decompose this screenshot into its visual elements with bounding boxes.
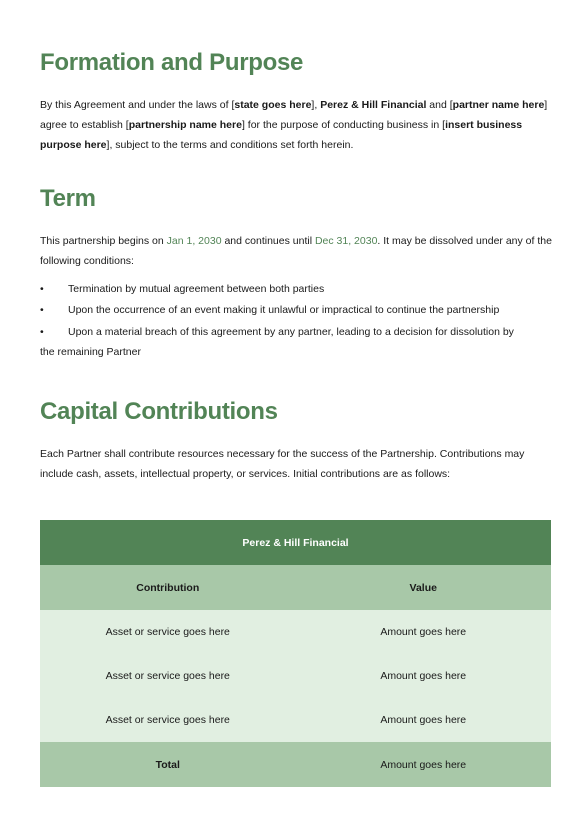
capital-paragraph: Each Partner shall contribute resources necessary for the success of the Partnership. Contributions may include cash, assets, intellectual property, or services. Initial contributions are as follows: [40,448,525,480]
column-header-value: Value [296,565,552,610]
bullet-icon: • [40,283,44,295]
list-item-text: Upon the occurrence of an event making it unlawful or impractical to continue the partnership [68,304,500,316]
text-run: . It may be dissolved under any of the following conditions: [40,235,552,267]
cell-value: Amount goes here [296,654,552,698]
bullet-icon: • [40,304,44,316]
list-item-text: Termination by mutual agreement between both parties [68,283,325,295]
cell-contribution: Asset or service goes here [40,654,296,698]
list-item-continuation: the remaining Partner [40,346,141,358]
table-title-row [40,520,551,565]
text-run: This partnership begins on [40,235,167,247]
cell-contribution: Asset or service goes here [40,610,296,654]
placeholder-state: state goes here [234,99,312,111]
table-title: Perez & Hill Financial [40,520,551,565]
table-row [40,610,551,654]
table-total-row [40,742,551,787]
text-run: and [ [426,99,453,111]
heading-term: Term [40,185,96,212]
cell-value: Amount goes here [296,698,552,742]
placeholder-partner: partner name here [452,99,545,111]
table-header-row [40,565,551,610]
list-item [40,300,552,320]
text-run: ], [311,99,321,111]
table-row [40,654,551,698]
text-run: ] for the purpose of conducting business in [ [241,119,446,131]
placeholder-purpose: insert business purpose here [40,119,523,151]
term-paragraph [40,231,552,271]
list-item [40,322,552,342]
firm-name: Perez & Hill Financial [320,99,427,111]
start-date: Jan 1, 2030 [166,235,222,247]
text-run: By this Agreement and under the laws of [ [40,99,235,111]
formation-paragraph [40,95,552,155]
cell-value: Amount goes here [296,610,552,654]
heading-capital: Capital Contributions [40,398,278,425]
list-item-text: Upon a material breach of this agreement by any partner, leading to a decision for dissolution by [68,326,514,338]
cell-contribution: Asset or service goes here [40,698,296,742]
bullet-icon: • [40,326,44,338]
table-row [40,698,551,742]
text-run: and continues until [221,235,315,247]
text-run: ] agree to establish [ [40,99,548,131]
placeholder-partnership-name: partnership name here [128,119,242,131]
text-run: ], subject to the terms and conditions set forth herein. [106,139,354,151]
list-item [40,279,552,299]
heading-formation: Formation and Purpose [40,49,304,76]
end-date: Dec 31, 2030 [314,235,378,247]
total-label: Total [40,742,296,787]
column-header-contribution: Contribution [40,565,296,610]
contributions-table [40,520,551,787]
total-value: Amount goes here [296,742,552,787]
